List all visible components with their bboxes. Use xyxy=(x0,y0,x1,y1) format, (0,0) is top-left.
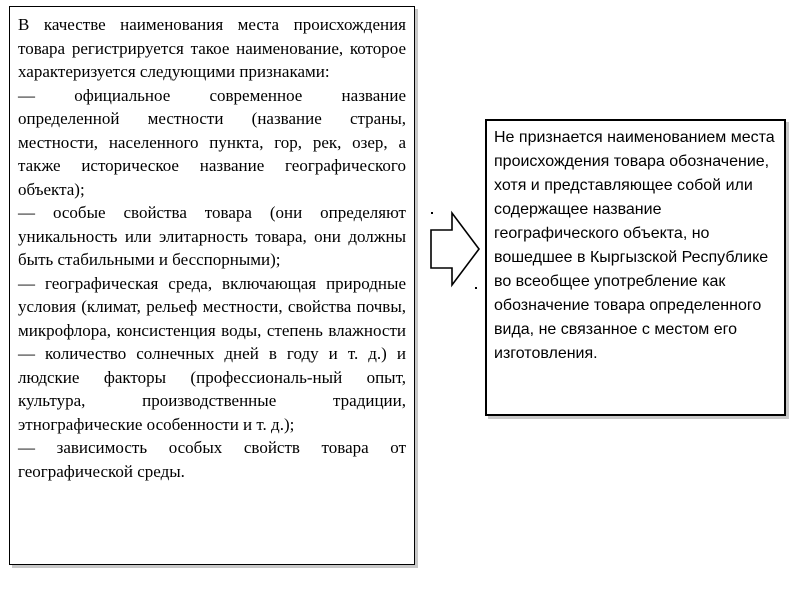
dot-mark-lower xyxy=(475,287,477,289)
right-arrow-icon xyxy=(428,210,482,288)
dot-mark-upper xyxy=(431,212,433,214)
intro-paragraph: В качестве наименования места происхождения товара регистрируется такое наименование, которое характеризуется следующими признаками: xyxy=(18,15,406,81)
criteria-text xyxy=(18,13,406,483)
criterion-environment-paragraph: — географическая среда, включающая природные условия (климат, рельеф местности, свойства почвы, микрофлора, консистенция воды, степень влажности — количество солнечных дней в году и т. д.) и людские факторы (профессиональ-ный опыт, культура, производственные традиции, этнографические особенности и т. д.); xyxy=(18,273,406,434)
criterion-dependency-paragraph: — зависимость особых свойств товара от географической среды. xyxy=(18,438,406,481)
criterion-name-paragraph: — официальное современное название определенной местности (название страны, местности, населенного пункта, гор, рек, озер, а также историческое название географического объекта); xyxy=(18,85,406,199)
exclusion-text: Не признается наименованием места происхождения товара обозначение, хотя и представляющее собой или содержащее название географического объекта, но вошедшее в Кыргызской Республике во всеобщее употребление как обозначение товара определенного вида, не связанное с местом его изготовления. xyxy=(494,129,775,362)
criteria-text-box xyxy=(9,6,415,565)
criterion-properties-paragraph: — особые свойства товара (они определяют уникальность или элитарность товара, они должны быть стабильными и бесспорными); xyxy=(18,203,406,269)
exclusion-text-box xyxy=(485,119,786,416)
